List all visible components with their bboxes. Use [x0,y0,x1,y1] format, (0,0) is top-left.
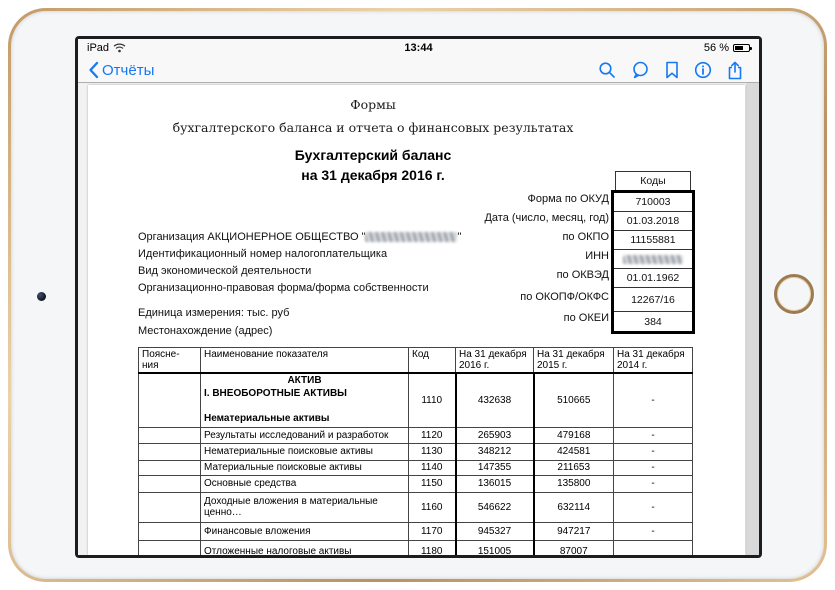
display [78,39,759,555]
table-row [139,475,693,492]
value-cell: - [614,443,693,460]
value-cell: - [614,522,693,540]
activity-line: Вид экономической деятельности [138,265,312,277]
code-cell: 1150 [409,475,456,492]
value-cell: 136015 [456,475,534,492]
legal-form-line: Организационно-правовая форма/форма собственности [138,282,429,294]
column-header: На 31 декабря 2015 г. [534,348,614,374]
code-label: Дата (число, месяц, год) [484,212,609,224]
chevron-left-icon [88,61,99,79]
column-header: Наименование показателя [201,348,409,374]
code-cell: 1110 [409,373,456,427]
table-row [139,522,693,540]
table-row [139,373,693,427]
device-bezel [11,11,824,579]
value-cell: 424581 [534,443,614,460]
home-button[interactable] [774,274,814,314]
value-cell: - [614,373,693,427]
indicator-name-cell: Финансовые вложения [201,522,409,540]
value-cell: 945327 [456,522,534,540]
indicator-name-cell: Доходные вложения в материальные ценно… [201,492,409,522]
value-cell: 147355 [456,460,534,475]
code-label: по ОКПО [562,231,609,243]
value-cell: 632114 [534,492,614,522]
front-camera [37,292,46,301]
code-label: Форма по ОКУД [527,193,609,205]
note-cell [139,492,201,522]
table-row [139,460,693,475]
code-value-cell: 12267/16 [614,288,692,312]
doc-heading-1: Формы [350,97,396,112]
share-icon[interactable] [727,61,743,80]
battery-icon [733,44,750,52]
code-value-cell: 710003 [614,193,692,212]
note-cell [139,522,201,540]
table-row [139,540,693,555]
status-time: 13:44 [404,42,433,54]
redacted-inn-value [623,255,683,264]
bookmark-icon[interactable] [665,61,679,79]
code-value-cell: 384 [644,315,662,328]
code-label: по ОКОПФ/ОКФС [520,290,609,303]
note-cell [139,443,201,460]
code-cell: 1130 [409,443,456,460]
code-cell: 1140 [409,460,456,475]
value-cell: 265903 [456,427,534,443]
value-cell: 348212 [456,443,534,460]
code-value-cell: 11155881 [614,231,692,250]
value-cell: 135800 [534,475,614,492]
comment-icon[interactable] [631,61,650,79]
value-cell: 151005 [456,540,534,555]
code-cell: 1170 [409,522,456,540]
back-button[interactable] [88,61,154,79]
column-header: Поясне- ния [139,348,201,374]
status-bar [78,39,759,57]
column-header: На 31 декабря 2014 г. [614,348,693,374]
note-cell [139,373,201,427]
table-row [139,427,693,443]
value-cell: 546622 [456,492,534,522]
code-cell: 1160 [409,492,456,522]
note-cell [139,460,201,475]
redacted-org-name [365,232,457,242]
value-cell: 432638 [456,373,534,427]
doc-heading-2: бухгалтерского баланса и отчета о финансовых результатах [172,120,574,135]
note-cell [139,540,201,555]
doc-subtitle: на 31 декабря 2016 г. [301,167,445,183]
code-cell: 1120 [409,427,456,443]
value-cell: - [614,460,693,475]
code-value-cell: 01.01.1962 [614,269,692,288]
indicator-name-cell: Материальные поисковые активы [201,460,409,475]
code-value-cell: 01.03.2018 [614,212,692,231]
value-cell: 87007 [534,540,614,555]
balance-table [138,347,693,555]
table-row [139,492,693,522]
navigation-bar [78,57,759,83]
codes-box-header: Коды [615,171,691,191]
value-cell [614,540,693,555]
back-button-label: Отчёты [102,61,155,79]
document-scroll-area[interactable] [78,83,759,555]
balance-table-body [139,373,693,555]
code-label: по ОКЕИ [563,312,609,324]
code-value-cell [614,250,692,269]
document-page [88,85,745,555]
balance-table-header-row [139,348,693,374]
doc-title: Бухгалтерский баланс [294,147,452,163]
note-cell [139,475,201,492]
indicator-name-cell: Результаты исследований и разработок [201,427,409,443]
unit-line: Единица измерения: тыс. руб [138,307,290,319]
indicator-name-cell: АКТИВ I. ВНЕОБОРОТНЫЕ АКТИВЫ Нематериальные активы [201,373,409,427]
code-cell: 1180 [409,540,456,555]
value-cell: 479168 [534,427,614,443]
note-cell [139,427,201,443]
screen [75,36,762,558]
value-cell: 211653 [534,460,614,475]
value-cell: - [614,492,693,522]
battery-percent-label: 56 % [703,42,729,54]
codes-box [611,190,695,334]
toolbar-icons [598,61,759,80]
indicator-name-cell: Основные средства [201,475,409,492]
indicator-name-cell: Отложенные налоговые активы [201,540,409,555]
inn-line: Идентификационный номер налогоплательщика [138,248,388,260]
value-cell: 510665 [534,373,614,427]
info-icon[interactable] [694,61,712,79]
value-cell: 947217 [534,522,614,540]
top-bar [78,39,759,83]
value-cell: - [614,427,693,443]
indicator-name-cell: Нематериальные поисковые активы [201,443,409,460]
carrier-label: iPad [87,42,110,54]
code-label: по ОКВЭД [556,269,609,281]
column-header: На 31 декабря 2016 г. [456,348,534,374]
scrollbar[interactable] [746,83,759,555]
code-label: ИНН [585,250,609,262]
value-cell: - [614,475,693,492]
table-row [139,443,693,460]
search-icon[interactable] [598,61,616,79]
ipad-device-frame [8,8,827,582]
address-line: Местонахождение (адрес) [138,325,273,337]
org-line: Организация АКЦИОНЕРНОЕ ОБЩЕСТВО " " [138,231,462,243]
column-header: Код [409,348,456,374]
